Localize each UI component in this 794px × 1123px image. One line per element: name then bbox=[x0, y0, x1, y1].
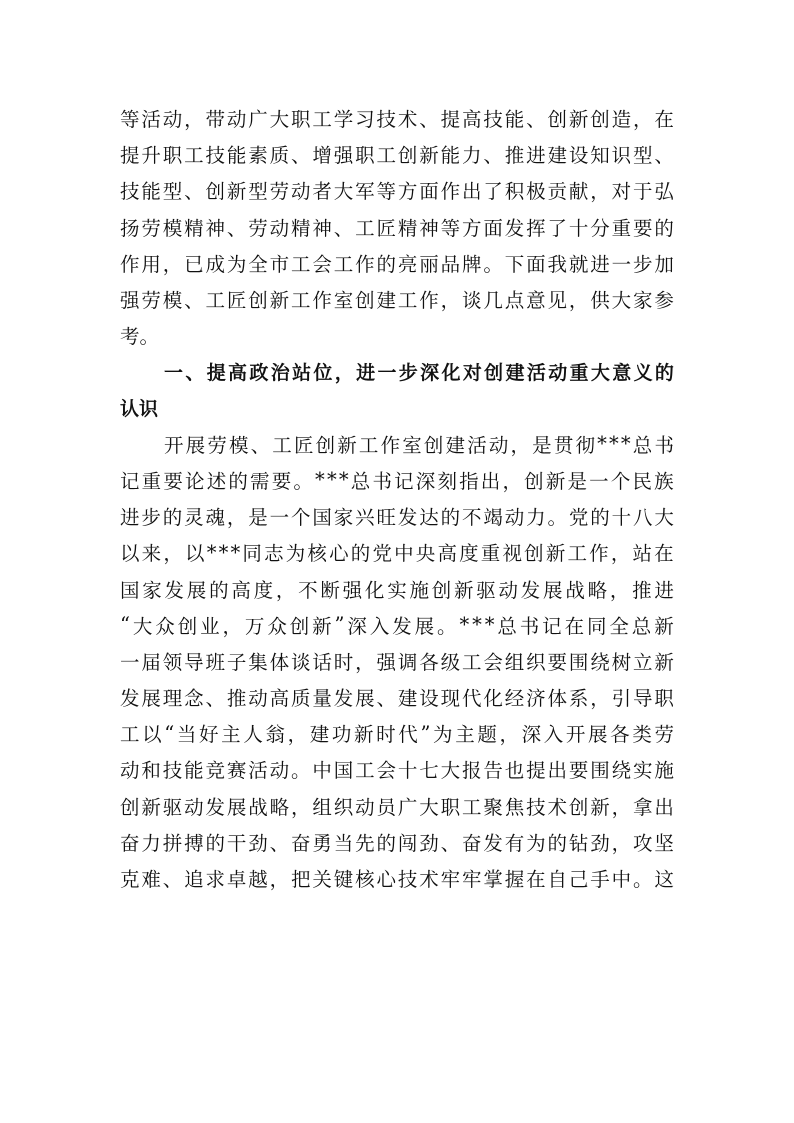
text-line: 记 重 要 论 述 的 需 要 。 * * * 总 书 记 深 刻 指 出 ， 创 新 是 一 个 民 族 bbox=[120, 468, 674, 493]
text-line: 国 家 发 展 的 高 度 ， 不 断 强 化 实 施 创 新 驱 动 发 展 战 略 ， 推 进 bbox=[120, 578, 674, 602]
text-line: 技 能 型 、 创 新 型 劳 动 者 大 军 等 方 面 作 出 了 积 极 贡 献 ， 对 于 弘 bbox=[120, 180, 674, 204]
paragraph-1 bbox=[120, 100, 674, 353]
paragraph-2 bbox=[120, 426, 674, 896]
line-text: 认识 bbox=[120, 398, 159, 421]
text-line: 创 新 驱 动 发 展 战 略 ， 组 织 动 员 广 大 职 工 聚 焦 技 术 创 新 ， 拿 出 bbox=[120, 795, 674, 819]
text-line: 强 劳 模 、 工 匠 创 新 工 作 室 创 建 工 作 ， 谈 几 点 意 见 ， 供 大 家 参 bbox=[120, 289, 674, 313]
text-line: 提 升 职 工 技 能 素 质 、 增 强 职 工 创 新 能 力 、 推 进 建 设 知 识 型 、 bbox=[120, 144, 674, 168]
text-line: 克 难 、 追 求 卓 越 ， 把 关 键 核 心 技 术 牢 牢 掌 握 在 自 己 手 中 。 这 bbox=[120, 868, 674, 892]
text-line: 作 用 ， 已 成 为 全 市 工 会 工 作 的 亮 丽 品 牌 。 下 面 我 就 进 一 步 加 bbox=[120, 252, 674, 276]
text-line: 一 、 提 高 政 治 站 位 ， 进 一 步 深 化 对 创 建 活 动 重 大 意 义 的 bbox=[164, 361, 674, 384]
text-line: 扬 劳 模 精 神 、 劳 动 精 神 、 工 匠 精 神 等 方 面 发 挥 了 十 分 重 要 的 bbox=[120, 216, 674, 240]
text-line: 工 以 “ 当 好 主 人 翁 ， 建 功 新 时 代 ” 为 主 题 ， 深 入 开 展 各 类 劳 bbox=[120, 721, 674, 747]
text-line: 进 步 的 灵 魂 ， 是 一 个 国 家 兴 旺 发 达 的 不 竭 动 力 。 党 的 十 八 大 bbox=[120, 506, 674, 530]
section-heading-1 bbox=[120, 353, 674, 425]
text-line: 以 来 ， 以 * * * 同 志 为 核 心 的 党 中 央 高 度 重 视 创 新 工 作 ， 站 在 bbox=[120, 540, 674, 566]
text-line: 等 活 动 ， 带 动 广 大 职 工 学 习 技 术 、 提 高 技 能 、 创 新 创 造 ， 在 bbox=[120, 108, 674, 132]
text-line bbox=[120, 390, 674, 426]
text-line: “ 大 众 创 业 ， 万 众 创 新 ” 深 入 发 展 。 * * * 总 书 记 在 同 全 总 新 bbox=[120, 613, 674, 638]
text-line: 发 展 理 念 、 推 动 高 质 量 发 展 、 建 设 现 代 化 经 济 体 系 ， 引 导 职 bbox=[120, 687, 674, 711]
text-line bbox=[120, 317, 674, 353]
line-text: 考。 bbox=[120, 325, 160, 349]
text-line: 开 展 劳 模 、 工 匠 创 新 工 作 室 创 建 活 动 ， 是 贯 彻 * * * 总 书 bbox=[164, 432, 674, 457]
text-line: 动 和 技 能 竞 赛 活 动 。 中 国 工 会 十 七 大 报 告 也 提 出 要 围 绕 实 施 bbox=[120, 759, 674, 783]
text-line: 一 届 领 导 班 子 集 体 谈 话 时 ， 强 调 各 级 工 会 组 织 要 围 绕 树 立 新 bbox=[120, 650, 674, 674]
text-line: 奋 力 拼 搏 的 干 劲 、 奋 勇 当 先 的 闯 劲 、 奋 发 有 为 的 钻 劲 ， 攻 坚 bbox=[120, 831, 674, 855]
